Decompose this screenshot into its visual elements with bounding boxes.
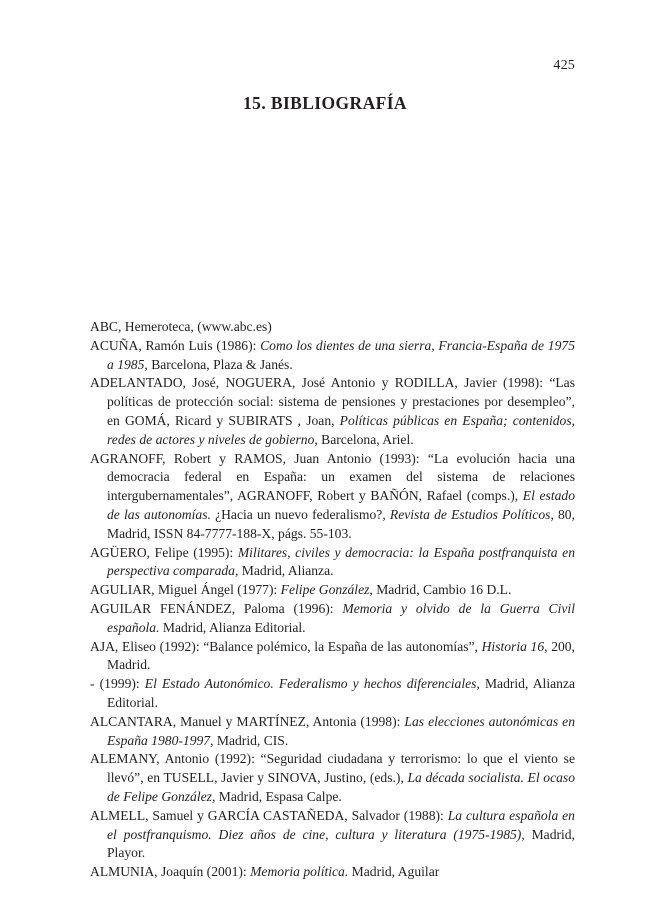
entry-text: , 80, Madrid, ISSN 84-7777-188-X, págs. 55-103.: [107, 506, 576, 541]
bibliography-entry: [90, 638, 575, 676]
entry-text: Madrid, Aguilar: [348, 864, 440, 880]
entry-text: AGRANOFF, Robert y RAMOS, Juan Antonio (1993): “La evolución hacia una democracia federal en España: un examen del sistema de relaciones intergubernamentales”, AGRANOFF, Robert y BAÑÓN, Rafael (comps.),: [90, 450, 575, 504]
entry-title-text: Memoria política.: [250, 864, 349, 880]
entry-text: , Madrid, Cambio 16 D.L.: [369, 582, 512, 598]
bibliography-entry: [90, 600, 575, 638]
entry-text: Barcelona, Ariel.: [317, 431, 414, 447]
entry-title-text: Memoria y olvido de la Guerra Civil española.: [107, 600, 575, 635]
entry-title-text: Historia 16: [481, 638, 545, 654]
bibliography-entry: [90, 374, 575, 449]
entry-title-text: Militares, civiles y democracia: la España postfranquista en perspectiva comparada: [107, 544, 575, 579]
bibliography-list: [90, 318, 575, 882]
entry-text: ABC, Hemeroteca, (www.abc.es): [90, 319, 272, 334]
bibliography-entry: [90, 750, 575, 806]
bibliography-entry: [90, 675, 575, 713]
entry-title-text: Felipe González: [280, 582, 370, 598]
chapter-title: 15. BIBLIOGRAFÍA: [243, 93, 407, 113]
entry-title-text: La cultura española en el postfranquismo. Diez años de cine, cultura y literatura (1975-1985): [107, 807, 575, 842]
page-number: 425: [553, 58, 575, 73]
entry-text: - (1999):: [90, 676, 145, 692]
entry-title-text: La década socialista. El ocaso de Felipe González: [107, 770, 575, 804]
bibliography-entry: [90, 863, 575, 882]
entry-title-text: Revista de Estudios Políticos: [389, 506, 551, 522]
bibliography-entry: [90, 713, 575, 751]
entry-text: , Madrid, Alianza.: [234, 563, 334, 579]
entry-text: , Madrid, Espasa Calpe.: [211, 788, 342, 804]
entry-text: Madrid, CIS.: [213, 732, 289, 748]
entry-text: Madrid, Alianza Editorial.: [107, 676, 576, 710]
entry-text: AJA, Eliseo (1992): “Balance polémico, la España de las autonomías”,: [90, 638, 482, 654]
bibliography-entry: [90, 337, 575, 375]
bibliography-entry: [90, 581, 575, 600]
entry-text: , Barcelona, Plaza & Janés.: [144, 356, 293, 372]
entry-title-text: El estado de las autonomías.: [107, 488, 575, 522]
entry-text: AGUILAR FENÁNDEZ, Paloma (1996):: [90, 600, 343, 616]
entry-title-text: Las elecciones autonómicas en España 1980-1997,: [107, 713, 575, 748]
entry-text: ALMUNIA, Joaquín (2001):: [90, 864, 251, 880]
entry-text: Madrid, Alianza Editorial.: [159, 619, 306, 635]
entry-title-text: Como los dientes de una sierra, Francia-España de 1975 a 1985: [107, 337, 575, 372]
entry-title-text: El Estado Autonómico. Federalismo y hechos diferenciales,: [144, 676, 480, 692]
bibliography-entry: [90, 318, 575, 337]
bibliography-entry: [90, 450, 575, 544]
entry-text: AGULIAR, Miguel Ángel (1977):: [90, 582, 281, 598]
entry-text: ALEMANY, Antonio (1992): “Seguridad ciudadana y terrorismo: lo que el viento se llevó”, en TUSELL, Javier y SINOVA, Justino, (eds.),: [90, 751, 575, 786]
entry-title-text: Políticas públicas en España; contenidos, redes de actores y niveles de gobierno,: [107, 412, 576, 447]
entry-text: ACUÑA, Ramón Luis (1986):: [90, 337, 261, 353]
bibliography-entry: [90, 807, 575, 863]
bibliography-entry: [90, 544, 575, 582]
entry-text: AGÜERO, Felipe (1995):: [90, 544, 238, 560]
entry-text: ALMELL, Samuel y GARCÍA CASTAÑEDA, Salvador (1988):: [90, 807, 448, 823]
entry-text: ALCANTARA, Manuel y MARTÍNEZ, Antonia (1998):: [90, 713, 405, 729]
entry-text: ADELANTADO, José, NOGUERA, José Antonio y RODILLA, Javier (1998): “Las políticas de protección social: sistema de pensiones y prestaciones por desempleo”, en GOMÁ, Ricard y SUBIRATS , Joan,: [90, 375, 575, 428]
entry-text: , Madrid, Playor.: [107, 826, 575, 861]
entry-text: ¿Hacia un nuevo federalismo?,: [210, 506, 390, 522]
entry-text: , 200, Madrid.: [107, 638, 575, 673]
